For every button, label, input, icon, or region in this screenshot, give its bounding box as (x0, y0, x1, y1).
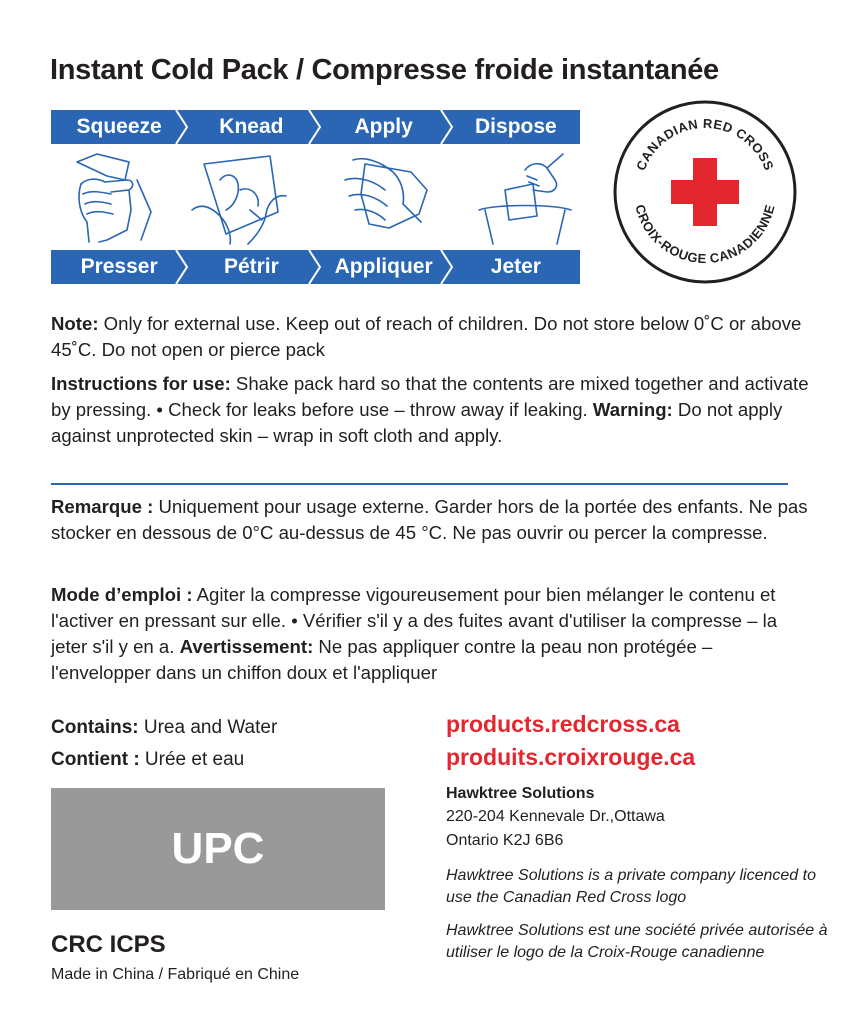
squeeze-hand-icon (67, 150, 167, 246)
company-name: Hawktree Solutions (446, 785, 595, 802)
steps-bar-english (51, 110, 580, 144)
apply-hand-icon (335, 150, 435, 246)
chevron-right-icon (440, 110, 454, 144)
crc-code: CRC ICPS (51, 931, 166, 958)
contains-value: Urea and Water (138, 717, 278, 738)
chevron-right-icon (175, 110, 189, 144)
step-label: Squeeze (76, 115, 162, 138)
chevron-right-icon (308, 110, 322, 144)
address-line-2: Ontario K2J 6B6 (446, 832, 564, 849)
instructions-text: Shake pack hard so that the contents are mixed together and activate by pressing. • Check for leaks before use – throw away if leaking. (51, 373, 809, 420)
warning-label: Warning: (592, 399, 673, 420)
instructions-english (51, 371, 811, 449)
contient-label: Contient : (51, 749, 140, 770)
address-line-1: 220-204 Kennevale Dr.,Ottawa (446, 808, 665, 825)
remarque-label: Remarque : (51, 496, 154, 517)
avertissement-label: Avertissement: (179, 636, 314, 657)
instructions-label: Instructions for use: (51, 373, 231, 394)
step-label: Presser (80, 255, 158, 278)
warning-text: Do not apply against unprotected skin – wrap in soft cloth and apply. (51, 399, 783, 446)
upc-placeholder: UPC (51, 788, 385, 910)
red-cross-logo (613, 100, 797, 284)
step-squeeze (51, 110, 183, 144)
contains-english (51, 717, 277, 739)
step-label: Knead (219, 115, 284, 138)
page-title: Instant Cold Pack / Compresse froide instantanée (50, 54, 719, 86)
step-petrir (183, 250, 315, 284)
mode-emploi-label: Mode d’emploi : (51, 584, 193, 605)
url-french[interactable]: produits.croixrouge.ca (446, 744, 696, 770)
step-label: Jeter (490, 255, 541, 278)
made-in: Made in China / Fabriqué en Chine (51, 966, 300, 983)
chevron-right-icon (440, 250, 454, 284)
steps-bar-french (51, 250, 580, 284)
step-presser (51, 250, 183, 284)
divider (51, 483, 788, 485)
step-knead (183, 110, 315, 144)
remarque-text: Uniquement pour usage externe. Garder hors de la portée des enfants. Ne pas stocker en dessous de 0°C au-dessus de 45 °C. Ne pas ouvrir ou percer la compresse. (51, 496, 808, 543)
licence-note-french: Hawktree Solutions est une société privée autorisée à utiliser le logo de la Croix-Rouge canadienne (446, 922, 828, 961)
chevron-right-icon (175, 250, 189, 284)
instructions-french (51, 582, 811, 686)
step-dispose (448, 110, 580, 144)
dispose-bin-icon (475, 150, 575, 246)
step-appliquer (316, 250, 448, 284)
step-label: Apply (354, 115, 413, 138)
step-label: Appliquer (334, 255, 433, 278)
mode-emploi-text: Agiter la compresse vigoureusement pour bien mélanger le contenu et l'activer en pressant sur elle. • Vérifier s'il y a des fuites avant d'utiliser la compresse – la jeter s'il y en a. (51, 584, 778, 657)
licence-note-english: Hawktree Solutions is a private company licenced to use the Canadian Red Cross logo (446, 867, 816, 906)
contient-value: Urée et eau (139, 749, 245, 770)
note-english (51, 311, 811, 363)
step-label: Dispose (475, 115, 557, 138)
step-apply (316, 110, 448, 144)
contains-label: Contains: (51, 717, 139, 738)
chevron-right-icon (308, 250, 322, 284)
url-english[interactable]: products.redcross.ca (446, 711, 680, 737)
avertissement-text: Ne pas appliquer contre la peau non protégée – l'envelopper dans un chiffon doux et l'appliquer (51, 636, 713, 683)
note-french (51, 494, 811, 546)
note-label: Note: (51, 313, 99, 334)
knead-hands-icon (190, 150, 290, 246)
logo-text-top: CANADIAN RED CROSS (633, 115, 777, 173)
contains-french (51, 749, 244, 771)
step-jeter (448, 250, 580, 284)
step-label: Pétrir (223, 255, 279, 278)
logo-text-bottom: CROIX-ROUGE CANADIENNE (632, 202, 778, 267)
note-text: Only for external use. Keep out of reach of children. Do not store below 0˚C or above 45˚C. Do not open or pierce pack (51, 313, 802, 360)
